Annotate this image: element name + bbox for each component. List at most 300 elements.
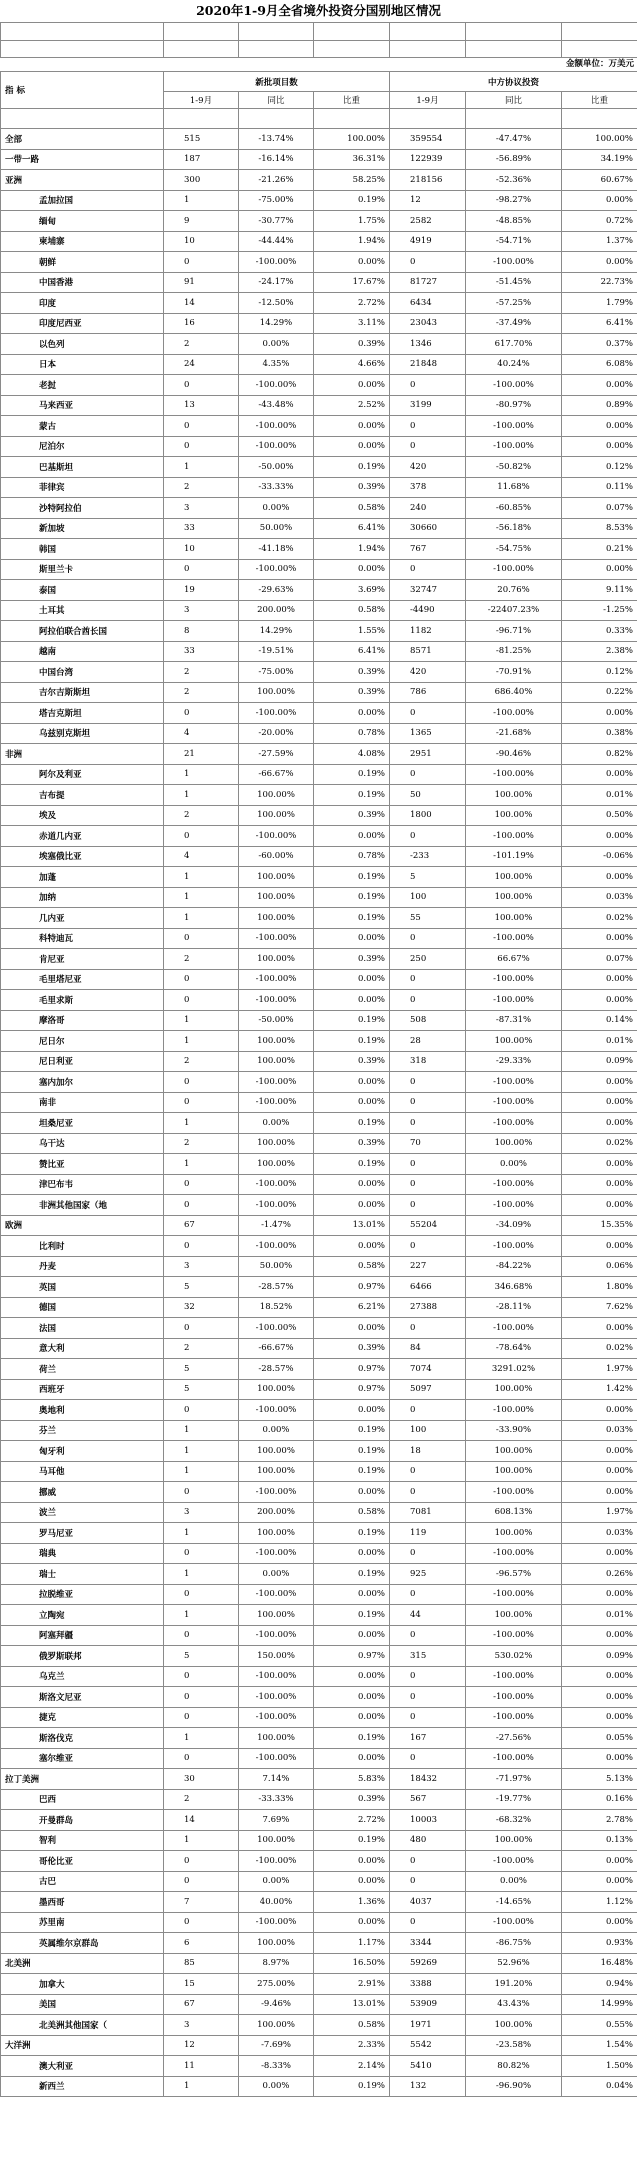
table-row (1, 887, 637, 908)
new-projects-ytd: 1 (164, 1830, 239, 1851)
new-projects-ytd: 1 (164, 867, 239, 888)
new-projects-share: 0.00% (314, 416, 390, 437)
investment-share: 0.00% (562, 416, 637, 437)
row-name: 欧洲 (1, 1215, 164, 1236)
investment-yoy: -100.00% (466, 252, 562, 273)
investment-yoy: -100.00% (466, 416, 562, 437)
investment-share: 0.00% (562, 1072, 637, 1093)
new-projects-ytd: 14 (164, 1810, 239, 1831)
investment-ytd: 0 (390, 1482, 466, 1503)
row-name: 摩洛哥 (1, 1010, 164, 1031)
new-projects-yoy: -100.00% (239, 1400, 314, 1421)
row-name: 挪威 (1, 1482, 164, 1503)
row-name: 泰国 (1, 580, 164, 601)
investment-yoy: 100.00% (466, 1830, 562, 1851)
new-projects-yoy: -75.00% (239, 662, 314, 683)
new-projects-share: 0.00% (314, 1543, 390, 1564)
new-projects-share: 0.19% (314, 887, 390, 908)
investment-yoy: 100.00% (466, 785, 562, 806)
investment-share: 2.38% (562, 641, 637, 662)
row-name: 印度 (1, 293, 164, 314)
investment-share: 1.79% (562, 293, 637, 314)
row-name: 加拿大 (1, 1974, 164, 1995)
investment-yoy: -68.32% (466, 1810, 562, 1831)
table-row (1, 703, 637, 724)
investment-ytd: 420 (390, 457, 466, 478)
table-row (1, 1687, 637, 1708)
row-name: 比利时 (1, 1236, 164, 1257)
investment-yoy: 100.00% (466, 1379, 562, 1400)
new-projects-share: 36.31% (314, 149, 390, 170)
new-projects-yoy: 18.52% (239, 1297, 314, 1318)
new-projects-yoy: -100.00% (239, 1687, 314, 1708)
new-projects-yoy: 100.00% (239, 1728, 314, 1749)
investment-ytd: 0 (390, 1236, 466, 1257)
investment-share: 0.26% (562, 1564, 637, 1585)
new-projects-ytd: 0 (164, 1707, 239, 1728)
new-projects-share: 0.78% (314, 723, 390, 744)
investment-share: 1.80% (562, 1277, 637, 1298)
new-projects-yoy: 100.00% (239, 805, 314, 826)
new-projects-ytd: 10 (164, 231, 239, 252)
row-name: 瑞典 (1, 1543, 164, 1564)
investment-ytd: 0 (390, 928, 466, 949)
table-row (1, 2015, 637, 2036)
new-projects-ytd: 1 (164, 887, 239, 908)
new-projects-yoy: -28.57% (239, 1359, 314, 1380)
new-projects-yoy: -33.33% (239, 477, 314, 498)
new-projects-yoy: 100.00% (239, 887, 314, 908)
new-projects-yoy: 100.00% (239, 1523, 314, 1544)
new-projects-yoy: 100.00% (239, 1441, 314, 1462)
new-projects-share: 0.39% (314, 682, 390, 703)
table-row (1, 1359, 637, 1380)
new-projects-yoy: -100.00% (239, 703, 314, 724)
new-projects-ytd: 19 (164, 580, 239, 601)
new-projects-yoy: 100.00% (239, 1051, 314, 1072)
investment-share: 1.54% (562, 2035, 637, 2056)
table-row (1, 785, 637, 806)
investment-share: 0.00% (562, 969, 637, 990)
new-projects-yoy: 0.00% (239, 334, 314, 355)
row-name: 尼日利亚 (1, 1051, 164, 1072)
investment-yoy: 530.02% (466, 1646, 562, 1667)
new-projects-yoy: -60.00% (239, 846, 314, 867)
investment-yoy: 0.00% (466, 1871, 562, 1892)
new-projects-yoy: -100.00% (239, 1666, 314, 1687)
new-projects-share: 0.58% (314, 498, 390, 519)
new-projects-yoy: 100.00% (239, 1605, 314, 1626)
new-projects-share: 0.97% (314, 1277, 390, 1298)
investment-yoy: -100.00% (466, 1400, 562, 1421)
new-projects-share: 0.39% (314, 805, 390, 826)
investment-share: 0.00% (562, 703, 637, 724)
investment-yoy: 100.00% (466, 1133, 562, 1154)
investment-share: 0.00% (562, 1441, 637, 1462)
new-projects-yoy: -100.00% (239, 1625, 314, 1646)
new-projects-share: 0.39% (314, 1338, 390, 1359)
investment-share: 0.03% (562, 1420, 637, 1441)
new-projects-yoy: 40.00% (239, 1892, 314, 1913)
new-projects-ytd: 1 (164, 1031, 239, 1052)
investment-yoy: -98.27% (466, 190, 562, 211)
new-projects-ytd: 3 (164, 1502, 239, 1523)
investment-share: 0.00% (562, 867, 637, 888)
new-projects-yoy: -100.00% (239, 1851, 314, 1872)
table-row (1, 375, 637, 396)
investment-share: 0.00% (562, 1625, 637, 1646)
table-row (1, 1277, 637, 1298)
investment-yoy: 40.24% (466, 354, 562, 375)
table-row (1, 1051, 637, 1072)
new-projects-ytd: 0 (164, 1174, 239, 1195)
investment-ytd: 18432 (390, 1769, 466, 1790)
investment-ytd: 0 (390, 1113, 466, 1134)
new-projects-yoy: 0.00% (239, 2076, 314, 2097)
new-projects-yoy: -29.63% (239, 580, 314, 601)
new-projects-share: 0.39% (314, 1133, 390, 1154)
new-projects-ytd: 1 (164, 764, 239, 785)
investment-share: 0.00% (562, 1543, 637, 1564)
investment-yoy: -60.85% (466, 498, 562, 519)
new-projects-share: 5.83% (314, 1769, 390, 1790)
new-projects-share: 0.19% (314, 1010, 390, 1031)
new-projects-share: 2.33% (314, 2035, 390, 2056)
table-row (1, 1789, 637, 1810)
row-name: 波兰 (1, 1502, 164, 1523)
new-projects-share: 0.19% (314, 457, 390, 478)
investment-yoy: -48.85% (466, 211, 562, 232)
investment-yoy: -100.00% (466, 928, 562, 949)
investment-yoy: -100.00% (466, 1113, 562, 1134)
table-row (1, 867, 637, 888)
row-name: 匈牙利 (1, 1441, 164, 1462)
table-row (1, 1953, 637, 1974)
investment-ytd: 378 (390, 477, 466, 498)
row-name: 巴基斯坦 (1, 457, 164, 478)
new-projects-yoy: -21.26% (239, 170, 314, 191)
investment-share: 0.00% (562, 990, 637, 1011)
table-row (1, 662, 637, 683)
investment-ytd: 0 (390, 969, 466, 990)
table-row (1, 2056, 637, 2077)
new-projects-yoy: -100.00% (239, 826, 314, 847)
row-name: 韩国 (1, 539, 164, 560)
new-projects-share: 0.58% (314, 1502, 390, 1523)
table-row (1, 1748, 637, 1769)
investment-ytd: 359554 (390, 129, 466, 150)
table-row (1, 1338, 637, 1359)
row-name: 全部 (1, 129, 164, 150)
table-row (1, 1646, 637, 1667)
investment-ytd: 5410 (390, 2056, 466, 2077)
new-projects-share: 0.97% (314, 1379, 390, 1400)
table-row (1, 764, 637, 785)
indicator-header: 指 标 (1, 72, 164, 109)
table-row (1, 580, 637, 601)
investment-ytd: 28 (390, 1031, 466, 1052)
investment-yoy: 686.40% (466, 682, 562, 703)
new-projects-yoy: -100.00% (239, 1482, 314, 1503)
new-projects-share: 0.00% (314, 1318, 390, 1339)
investment-yoy: -100.00% (466, 1318, 562, 1339)
new-projects-ytd: 2 (164, 805, 239, 826)
investment-yoy: 346.68% (466, 1277, 562, 1298)
new-projects-ytd: 91 (164, 272, 239, 293)
investment-ytd: 4037 (390, 1892, 466, 1913)
row-name: 北美洲其他国家（ (1, 2015, 164, 2036)
new-projects-share: 0.97% (314, 1646, 390, 1667)
new-projects-yoy: -50.00% (239, 457, 314, 478)
table-row (1, 436, 637, 457)
new-projects-ytd: 4 (164, 846, 239, 867)
investment-ytd: 3199 (390, 395, 466, 416)
investment-ytd: 18 (390, 1441, 466, 1462)
new-projects-ytd: 0 (164, 703, 239, 724)
new-projects-yoy: -100.00% (239, 1543, 314, 1564)
row-name: 古巴 (1, 1871, 164, 1892)
new-projects-yoy: -20.00% (239, 723, 314, 744)
investment-yoy: -47.47% (466, 129, 562, 150)
investment-share: 0.00% (562, 826, 637, 847)
investment-yoy: -100.00% (466, 1748, 562, 1769)
new-projects-share: 0.00% (314, 1666, 390, 1687)
investment-ytd: 0 (390, 436, 466, 457)
new-projects-yoy: -100.00% (239, 1236, 314, 1257)
new-projects-yoy: -13.74% (239, 129, 314, 150)
table-row (1, 1728, 637, 1749)
new-projects-share: 0.00% (314, 1851, 390, 1872)
investment-share: 0.00% (562, 1318, 637, 1339)
investment-share: 0.00% (562, 928, 637, 949)
table-row (1, 805, 637, 826)
investment-share: 1.97% (562, 1502, 637, 1523)
investment-ytd: 81727 (390, 272, 466, 293)
investment-yoy: -100.00% (466, 1584, 562, 1605)
row-name: 大洋洲 (1, 2035, 164, 2056)
investment-ytd: 0 (390, 416, 466, 437)
new-projects-share: 0.00% (314, 1072, 390, 1093)
investment-yoy: -78.64% (466, 1338, 562, 1359)
new-projects-ytd: 0 (164, 436, 239, 457)
new-projects-yoy: 100.00% (239, 2015, 314, 2036)
row-name: 阿尔及利亚 (1, 764, 164, 785)
investment-ytd: 27388 (390, 1297, 466, 1318)
investment-share: 0.05% (562, 1728, 637, 1749)
new-projects-ytd: 1 (164, 1523, 239, 1544)
new-projects-share: 1.94% (314, 539, 390, 560)
investment-ytd: 420 (390, 662, 466, 683)
new-projects-ytd: 2 (164, 477, 239, 498)
investment-ytd: 315 (390, 1646, 466, 1667)
new-projects-yoy: -30.77% (239, 211, 314, 232)
investment-ytd: 0 (390, 764, 466, 785)
new-projects-yoy: -100.00% (239, 559, 314, 580)
table-row (1, 129, 637, 150)
new-projects-yoy: -100.00% (239, 1195, 314, 1216)
investment-ytd: -233 (390, 846, 466, 867)
unit-label: 金额单位：万美元 (565, 59, 634, 69)
investment-yoy: -57.25% (466, 293, 562, 314)
new-projects-ytd: 0 (164, 1092, 239, 1113)
investment-share: 100.00% (562, 129, 637, 150)
investment-share: 0.13% (562, 1830, 637, 1851)
new-projects-share: 0.00% (314, 1174, 390, 1195)
new-projects-ytd: 32 (164, 1297, 239, 1318)
new-projects-ytd: 30 (164, 1769, 239, 1790)
new-projects-share: 0.58% (314, 2015, 390, 2036)
table-row (1, 559, 637, 580)
table-row (1, 313, 637, 334)
investment-share: 0.01% (562, 1031, 637, 1052)
row-name: 英国 (1, 1277, 164, 1298)
investment-share: 6.41% (562, 313, 637, 334)
new-projects-share: 0.19% (314, 190, 390, 211)
new-projects-share: 0.78% (314, 846, 390, 867)
investment-ytd: 70 (390, 1133, 466, 1154)
investment-ytd: 0 (390, 1174, 466, 1195)
new-projects-share: 1.94% (314, 231, 390, 252)
row-name: 瑞士 (1, 1564, 164, 1585)
investment-ytd: 786 (390, 682, 466, 703)
investment-share: 0.00% (562, 252, 637, 273)
table-row (1, 1133, 637, 1154)
new-projects-ytd: 3 (164, 2015, 239, 2036)
row-name: 吉布提 (1, 785, 164, 806)
row-name: 阿拉伯联合酋长国 (1, 621, 164, 642)
new-projects-ytd: 1 (164, 190, 239, 211)
new-projects-share: 0.39% (314, 1789, 390, 1810)
new-projects-share: 1.55% (314, 621, 390, 642)
new-projects-yoy: -66.67% (239, 1338, 314, 1359)
new-projects-share: 0.19% (314, 764, 390, 785)
row-name: 俄罗斯联邦 (1, 1646, 164, 1667)
table-row (1, 416, 637, 437)
investment-share: 14.99% (562, 1994, 637, 2015)
investment-ytd: 122939 (390, 149, 466, 170)
new-projects-yoy: 0.00% (239, 1420, 314, 1441)
table-row (1, 190, 637, 211)
investment-yoy: -100.00% (466, 703, 562, 724)
investment-ytd: 1365 (390, 723, 466, 744)
table-row (1, 1543, 637, 1564)
investment-ytd: 0 (390, 826, 466, 847)
table-row (1, 1010, 637, 1031)
subheader-share-count: 比重 (314, 92, 390, 109)
investment-share: 0.00% (562, 1707, 637, 1728)
new-projects-ytd: 3 (164, 1256, 239, 1277)
investment-share: 0.00% (562, 1912, 637, 1933)
table-row (1, 1113, 637, 1134)
new-projects-share: 17.67% (314, 272, 390, 293)
new-projects-ytd: 1 (164, 1420, 239, 1441)
new-projects-yoy: -100.00% (239, 252, 314, 273)
investment-yoy: 191.20% (466, 1974, 562, 1995)
new-projects-yoy: 150.00% (239, 1646, 314, 1667)
investment-ytd: 132 (390, 2076, 466, 2097)
new-projects-share: 13.01% (314, 1215, 390, 1236)
new-projects-share: 1.36% (314, 1892, 390, 1913)
investment-ytd: 0 (390, 1195, 466, 1216)
new-projects-yoy: -28.57% (239, 1277, 314, 1298)
table-row (1, 211, 637, 232)
new-projects-share: 0.19% (314, 908, 390, 929)
investment-yoy: -100.00% (466, 436, 562, 457)
row-name: 中国台湾 (1, 662, 164, 683)
new-projects-ytd: 0 (164, 252, 239, 273)
row-name: 老挝 (1, 375, 164, 396)
investment-ytd: 5 (390, 867, 466, 888)
row-name: 马来西亚 (1, 395, 164, 416)
new-projects-yoy: -16.14% (239, 149, 314, 170)
investment-share: 6.08% (562, 354, 637, 375)
row-name: 尼泊尔 (1, 436, 164, 457)
new-projects-ytd: 0 (164, 1851, 239, 1872)
row-name: 非洲 (1, 744, 164, 765)
row-name: 赤道几内亚 (1, 826, 164, 847)
investment-share: 0.93% (562, 1933, 637, 1954)
row-name: 菲律宾 (1, 477, 164, 498)
investment-ytd: 8571 (390, 641, 466, 662)
new-projects-ytd: 0 (164, 969, 239, 990)
investment-ytd: 23043 (390, 313, 466, 334)
investment-share: 0.09% (562, 1051, 637, 1072)
row-name: 罗马尼亚 (1, 1523, 164, 1544)
investment-ytd: 12 (390, 190, 466, 211)
investment-yoy: -21.68% (466, 723, 562, 744)
table-row (1, 539, 637, 560)
investment-yoy: 608.13% (466, 1502, 562, 1523)
investment-share: 0.01% (562, 785, 637, 806)
table-row (1, 621, 637, 642)
investment-yoy: -100.00% (466, 1666, 562, 1687)
investment-yoy: -96.57% (466, 1564, 562, 1585)
new-projects-share: 0.00% (314, 1748, 390, 1769)
new-projects-yoy: 0.00% (239, 1871, 314, 1892)
new-projects-yoy: 0.00% (239, 498, 314, 519)
investment-yoy: 0.00% (466, 1154, 562, 1175)
table-row (1, 457, 637, 478)
new-projects-yoy: -100.00% (239, 928, 314, 949)
new-projects-ytd: 3 (164, 600, 239, 621)
investment-yoy: -100.00% (466, 1236, 562, 1257)
table-row (1, 1236, 637, 1257)
new-projects-yoy: 200.00% (239, 1502, 314, 1523)
new-projects-ytd: 2 (164, 949, 239, 970)
row-name: 智利 (1, 1830, 164, 1851)
new-projects-ytd: 515 (164, 129, 239, 150)
row-name: 中国香港 (1, 272, 164, 293)
row-name: 塞内加尔 (1, 1072, 164, 1093)
investment-yoy: -14.65% (466, 1892, 562, 1913)
investment-yoy: -100.00% (466, 969, 562, 990)
header-spacer-grid (0, 22, 637, 58)
new-projects-yoy: -19.51% (239, 641, 314, 662)
investment-share: 0.00% (562, 1461, 637, 1482)
new-projects-ytd: 21 (164, 744, 239, 765)
new-projects-yoy: -50.00% (239, 1010, 314, 1031)
investment-yoy: 52.96% (466, 1953, 562, 1974)
row-name: 北美洲 (1, 1953, 164, 1974)
investment-yoy: 100.00% (466, 867, 562, 888)
investment-share: 8.53% (562, 518, 637, 539)
investment-yoy: -70.91% (466, 662, 562, 683)
new-projects-yoy: -100.00% (239, 436, 314, 457)
new-projects-share: 0.19% (314, 1420, 390, 1441)
row-name: 新西兰 (1, 2076, 164, 2097)
investment-yoy: -96.71% (466, 621, 562, 642)
table-row (1, 1666, 637, 1687)
